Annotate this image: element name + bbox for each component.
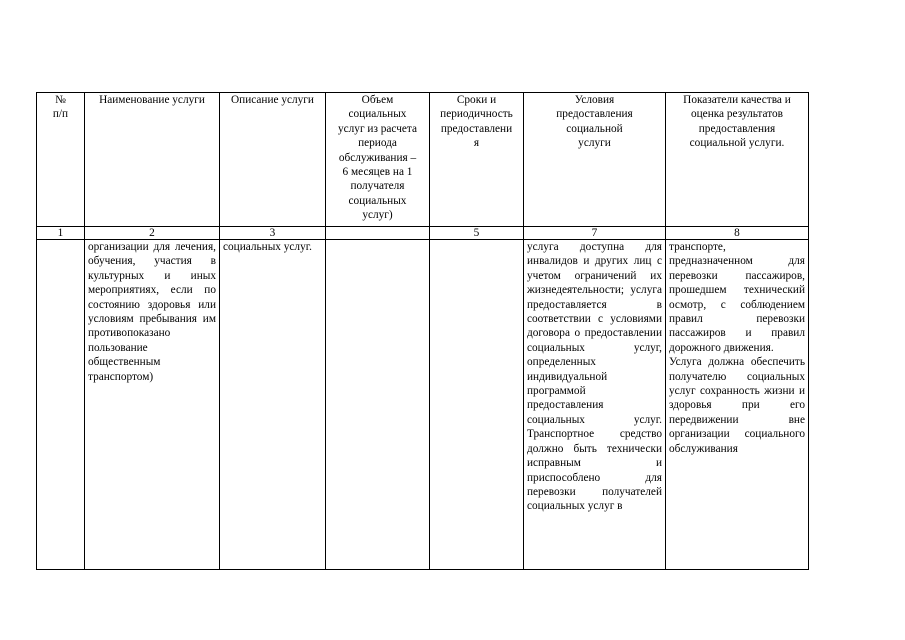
header-service-name: Наименование услуги [85, 93, 220, 227]
column-number-1: 1 [37, 227, 85, 240]
cell-provision-conditions: услуга доступна для инвалидов и других лиц с учетом ограничений их жизнедеятельности; услуга предоставляется в соответствии с условиями договора о предоставлении социальных услуг, определенных индивидуальной программой предоставления социальных услуг. Транспортное средство должно быть технически исправным и приспособлено для перевозки получателей социальных услуг в [524, 240, 666, 570]
cell-number [37, 240, 85, 570]
header-quality-indicators: Показатели качества и оценка результатов предоставления социальной услуги. [666, 93, 809, 227]
column-number-4 [326, 227, 430, 240]
header-row [37, 93, 809, 227]
services-table [36, 92, 809, 570]
column-number-3: 3 [220, 227, 326, 240]
column-number-2: 2 [85, 227, 220, 240]
header-service-description: Описание услуги [220, 93, 326, 227]
column-number-7: 7 [524, 227, 666, 240]
cell-service-volume [326, 240, 430, 570]
table-row [37, 240, 809, 570]
column-number-5: 5 [430, 227, 524, 240]
header-service-volume: Объем социальных услуг из расчета периода обслуживания – 6 месяцев на 1 получателя социальных услуг) [326, 93, 430, 227]
cell-service-name: организации для лечения, обучения, участия в культурных и иных мероприятиях, если по состоянию здоровья или условиям пребывания им противопоказано пользование общественным транспортом) [85, 240, 220, 570]
cell-service-description: социальных услуг. [220, 240, 326, 570]
header-number: № п/п [37, 93, 85, 227]
column-number-row [37, 227, 809, 240]
column-number-8: 8 [666, 227, 809, 240]
header-provision-conditions: Условия предоставления социальной услуги [524, 93, 666, 227]
cell-terms-periodicity [430, 240, 524, 570]
cell-quality-indicators: транспорте, предназначенном для перевозки пассажиров, прошедшем технический осмотр, с соблюдением правил перевозки пассажиров и правил дорожного движения. Услуга должна обеспечить получателю социальных услуг сохранность жизни и здоровья при его передвижении вне организации социального обслуживания [666, 240, 809, 570]
header-terms-periodicity: Сроки и периодичность предоставлени я [430, 93, 524, 227]
